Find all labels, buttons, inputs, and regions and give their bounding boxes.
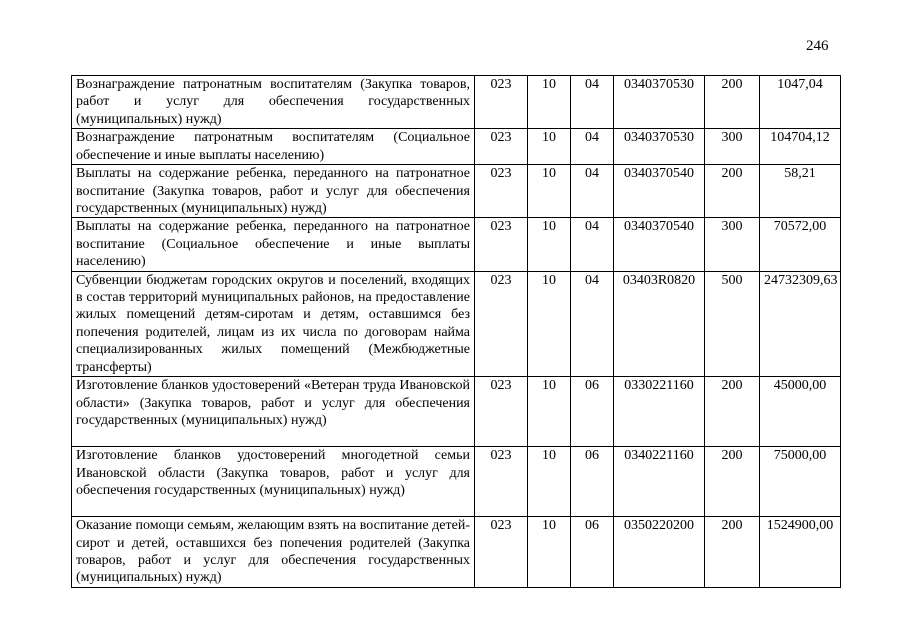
row-grbs-code: 023 xyxy=(475,377,528,447)
row-section-code: 10 xyxy=(528,377,571,447)
row-amount: 45000,00 xyxy=(760,377,841,447)
row-section-code: 10 xyxy=(528,271,571,376)
row-grbs-code: 023 xyxy=(475,76,528,129)
row-description: Изготовление бланков удостоверений многодетной семьи Ивановской области (Закупка товаров, работ и услуг для обеспечения государственных (муниципальных) нужд) xyxy=(72,447,475,517)
row-subsection-code: 04 xyxy=(571,76,614,129)
row-amount: 104704,12 xyxy=(760,129,841,165)
table-row xyxy=(72,517,841,588)
table-row xyxy=(72,129,841,165)
row-section-code: 10 xyxy=(528,129,571,165)
row-target-article-code: 03403R0820 xyxy=(614,271,705,376)
row-grbs-code: 023 xyxy=(475,517,528,588)
row-expense-type-code: 300 xyxy=(705,218,760,271)
row-amount: 1047,04 xyxy=(760,76,841,129)
row-description: Субвенции бюджетам городских округов и поселений, входящих в состав территорий муниципальных районов, на предоставление жилых помещений детям-сиротам и детям, оставшимся без попечения родителей, лицам из их числа по договорам найма специализированных жилых помещений (Межбюджетные трансферты) xyxy=(72,271,475,376)
row-section-code: 10 xyxy=(528,76,571,129)
row-grbs-code: 023 xyxy=(475,218,528,271)
row-target-article-code: 0350220200 xyxy=(614,517,705,588)
row-subsection-code: 04 xyxy=(571,129,614,165)
row-target-article-code: 0340370530 xyxy=(614,76,705,129)
row-subsection-code: 06 xyxy=(571,377,614,447)
row-target-article-code: 0330221160 xyxy=(614,377,705,447)
row-section-code: 10 xyxy=(528,218,571,271)
row-subsection-code: 04 xyxy=(571,218,614,271)
row-expense-type-code: 300 xyxy=(705,129,760,165)
row-target-article-code: 0340221160 xyxy=(614,447,705,517)
row-amount: 58,21 xyxy=(760,165,841,218)
table-row xyxy=(72,76,841,129)
row-grbs-code: 023 xyxy=(475,271,528,376)
row-expense-type-code: 200 xyxy=(705,76,760,129)
row-target-article-code: 0340370540 xyxy=(614,218,705,271)
row-expense-type-code: 200 xyxy=(705,447,760,517)
row-section-code: 10 xyxy=(528,517,571,588)
row-subsection-code: 06 xyxy=(571,517,614,588)
row-description: Выплаты на содержание ребенка, переданного на патронатное воспитание (Социальное обеспечение и иные выплаты населению) xyxy=(72,218,475,271)
row-description: Оказание помощи семьям, желающим взять на воспитание детей-сирот и детей, оставшихся без попечения родителей (Закупка товаров, работ и услуг для обеспечения государственных (муниципальных) нужд) xyxy=(72,517,475,588)
table-row xyxy=(72,165,841,218)
table-row xyxy=(72,447,841,517)
row-amount: 1524900,00 xyxy=(760,517,841,588)
row-target-article-code: 0340370540 xyxy=(614,165,705,218)
row-section-code: 10 xyxy=(528,447,571,517)
row-expense-type-code: 200 xyxy=(705,377,760,447)
row-description: Изготовление бланков удостоверений «Ветеран труда Ивановской области» (Закупка товаров, работ и услуг для обеспечения государственных (муниципальных) нужд) xyxy=(72,377,475,447)
row-description: Выплаты на содержание ребенка, переданного на патронатное воспитание (Закупка товаров, работ и услуг для обеспечения государственных (муниципальных) нужд) xyxy=(72,165,475,218)
row-amount: 75000,00 xyxy=(760,447,841,517)
row-amount: 24732309,63 xyxy=(760,271,841,376)
budget-table xyxy=(71,75,841,588)
row-subsection-code: 04 xyxy=(571,165,614,218)
row-subsection-code: 04 xyxy=(571,271,614,376)
row-grbs-code: 023 xyxy=(475,165,528,218)
table-row xyxy=(72,271,841,376)
row-grbs-code: 023 xyxy=(475,447,528,517)
row-expense-type-code: 500 xyxy=(705,271,760,376)
row-section-code: 10 xyxy=(528,165,571,218)
table-row xyxy=(72,218,841,271)
row-description: Вознаграждение патронатным воспитателям (Закупка товаров, работ и услуг для обеспечения государственных (муниципальных) нужд) xyxy=(72,76,475,129)
page-number: 246 xyxy=(806,38,829,54)
row-subsection-code: 06 xyxy=(571,447,614,517)
row-expense-type-code: 200 xyxy=(705,517,760,588)
row-grbs-code: 023 xyxy=(475,129,528,165)
row-expense-type-code: 200 xyxy=(705,165,760,218)
row-description: Вознаграждение патронатным воспитателям (Социальное обеспечение и иные выплаты населению) xyxy=(72,129,475,165)
row-amount: 70572,00 xyxy=(760,218,841,271)
table-row xyxy=(72,377,841,447)
row-target-article-code: 0340370530 xyxy=(614,129,705,165)
